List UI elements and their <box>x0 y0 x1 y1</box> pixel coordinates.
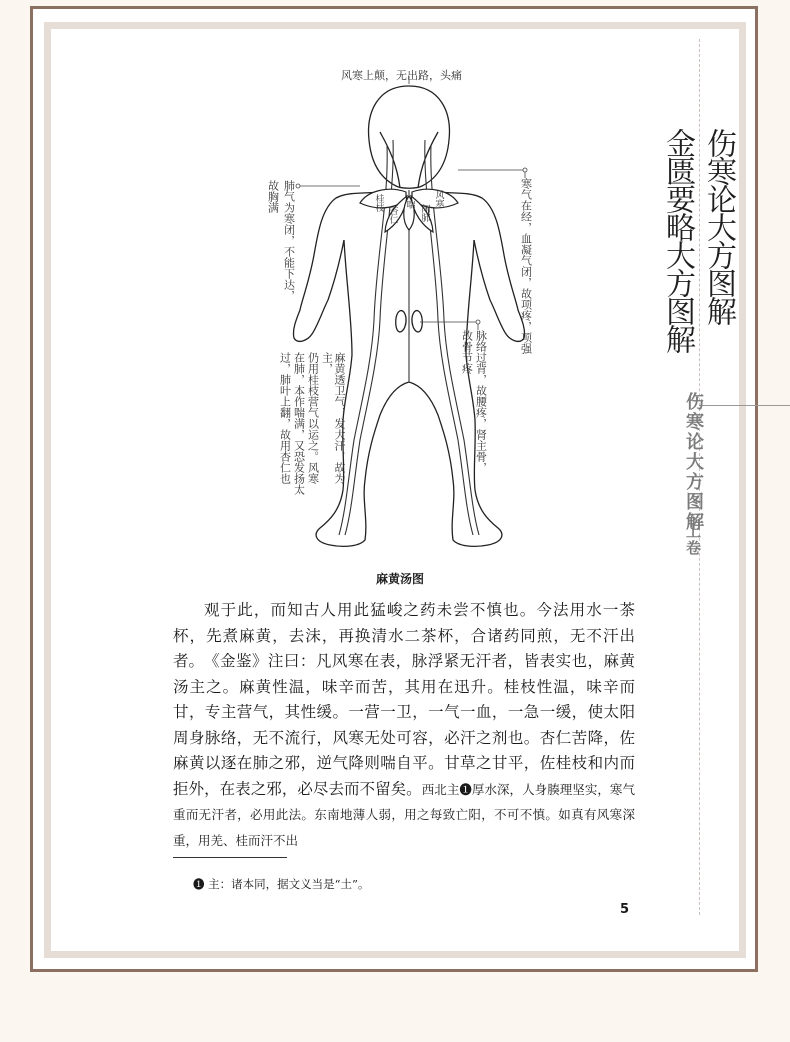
leaf-label-chuan: 喘 <box>404 200 415 209</box>
mahuang-note-line-2: 仍用桂枝营气以运之。风寒 <box>306 352 320 484</box>
lung-qi-blocked-note: 肺气为寒闭，不能下达， <box>282 180 296 301</box>
chest-fullness-note: 故胸满 <box>266 180 280 213</box>
mahuang-note-line-4: 过，肺叶上翻，故用杏仁也 <box>278 352 292 484</box>
running-volume-label: 上卷 <box>684 523 702 557</box>
seal-title-column-1: 伤寒论大方图解 <box>701 128 736 324</box>
seal-title-column-2: 金匮要略大方图解 <box>660 128 695 352</box>
commentary-note-a: 西北主 <box>421 781 460 797</box>
jinjian-commentary: 《金鉴》注曰：凡风寒在表，脉浮紧无汗者，皆表实也，麻黄汤主之。麻黄性温，味辛而苦，其用在迅升。桂枝性温，味辛而甘，专主营气，其性缓。一营一卫，一气一血，一急一缓，使太阳周身脉络，无不流行，风寒无处可容，必汗之剂也。杏仁苦降，佐麻黄以逐在肺之邪，逆气降则喘自平。甘草之甘平，佐桂枝和内而拒外，在表之邪，必尽去而不留矣。 <box>173 652 635 798</box>
mahuang-note-line-1: 麻黄透卫气，发大汗，故为主， <box>320 352 346 484</box>
footnote-marker: ❶ <box>193 877 205 891</box>
commentary-note-b: 厚水深，人身腠理坚实，寒气重而无汗者，必用此法。东南地薄人弱，用之每致亡阳，不可不慎。如真有风寒深重，用羌、桂而汗不出 <box>173 781 635 848</box>
joint-pain-note: 故骨节疼 <box>460 330 474 374</box>
leaf-label-bifei: 闭肺 <box>419 204 430 222</box>
running-book-title: 伤寒论大方图解 <box>683 392 704 532</box>
neck-pain-note: 寒气在经，血凝气闭，故项疼，项强 <box>519 178 533 354</box>
footnote-text: 主：诸本同，据文义当是“土”。 <box>208 877 370 891</box>
footnote-rule <box>173 857 287 858</box>
body-paragraph-2 <box>173 649 635 853</box>
figure-caption: 麻黄汤图 <box>376 572 425 586</box>
head-annotation: 风寒上颠，无出路，头痛 <box>341 69 462 82</box>
waist-pain-note: 脉络过背，故腰疼，肾主骨， <box>474 330 488 473</box>
leaf-label-guizhi: 桂枝 <box>373 194 384 212</box>
mahuang-note-line-3: 在肺，本作喘满，又恐发扬太 <box>292 352 306 495</box>
body-paragraph-1: 观于此，而知古人用此猛峻之药未尝不慎也。今法用水一茶杯，先煮麻黄，去沫，再换清水二茶杯，合诸药同煎，无不汗出者。 <box>173 601 635 670</box>
footnote <box>193 876 369 892</box>
footnote-marker-inline[interactable]: ❶ <box>459 781 472 797</box>
leaf-label-xingren: 杏仁 <box>387 206 398 224</box>
page-number: 5 <box>620 902 630 917</box>
leaf-label-fenghan: 风寒 <box>433 190 444 208</box>
